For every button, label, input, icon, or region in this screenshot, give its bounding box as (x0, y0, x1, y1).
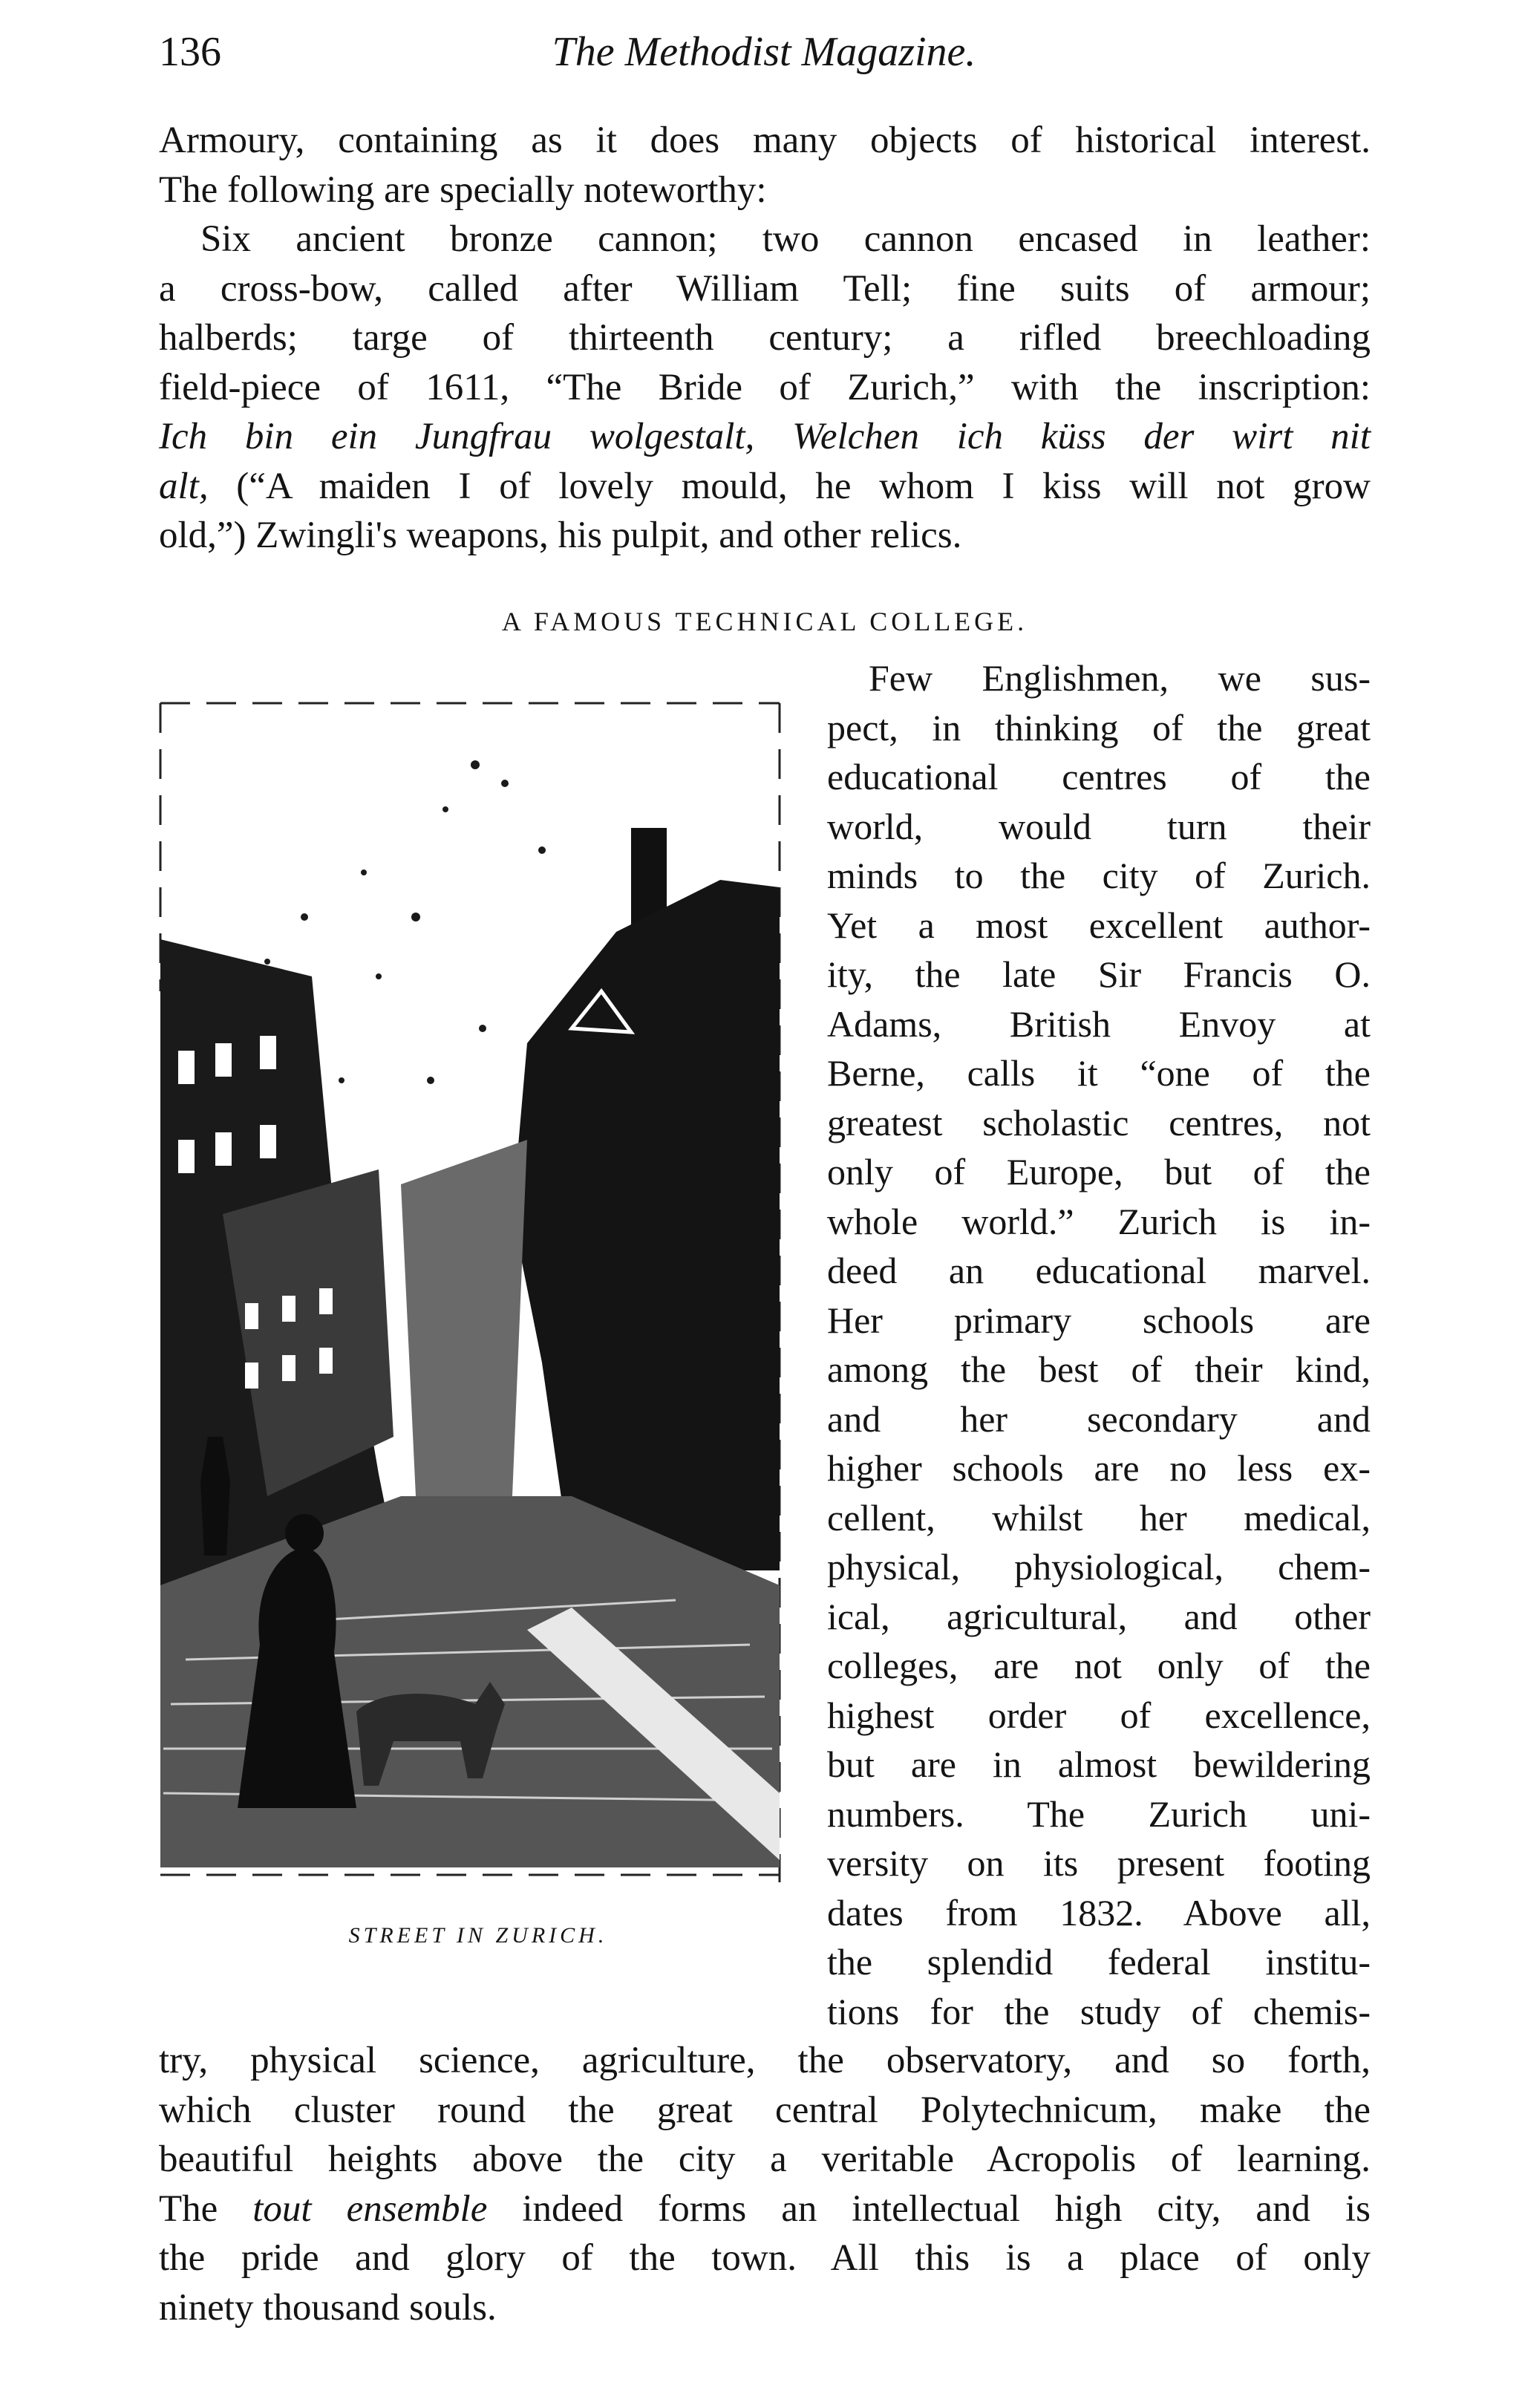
text-line: whole world.” Zurich is in- (827, 1200, 1371, 1242)
text-line (159, 2185, 1371, 2234)
street-illustration (156, 694, 794, 1897)
text-line: the pride and glory of the town. All this is a place of only (159, 2237, 1371, 2279)
text-line: and her secondary and (827, 1397, 1371, 1440)
text-line: dates from 1832. Above all, (827, 1891, 1371, 1934)
text-line: numbers. The Zurich uni- (827, 1792, 1371, 1835)
text-line: world, would turn their (827, 805, 1371, 847)
translation-fragment: (“A maiden I of lovely mould, he whom I kiss will not grow (208, 465, 1371, 507)
text-line: higher schools are no less ex- (827, 1447, 1371, 1489)
text-line: ity, the late Sir Francis O. (827, 953, 1371, 995)
page-header (159, 28, 1369, 88)
text-line: but are in almost bewildering (827, 1743, 1371, 1785)
text-line: Armoury, containing as it does many objects of historical interest. (159, 120, 1371, 161)
text-line: beautiful heights above the city a veritable Acropolis of learning. (159, 2138, 1371, 2180)
text-fragment: The (159, 2187, 253, 2230)
text-line: field-piece of 1611, “The Bride of Zurich,” with the inscription: (159, 366, 1371, 408)
section-heading: A FAMOUS TECHNICAL COLLEGE. (501, 607, 1028, 636)
street-engraving-image (156, 694, 794, 1897)
text-line: educational centres of the (827, 756, 1371, 797)
emphasis-fragment: tout ensemble (252, 2187, 488, 2230)
text-line: cellent, whilst her medical, (827, 1496, 1371, 1539)
text-line: which cluster round the great central Polytechnicum, make the (159, 2089, 1371, 2131)
text-line: highest order of excellence, (827, 1694, 1371, 1736)
text-line: tions for the study of chemis- (827, 1990, 1371, 2032)
text-line (159, 462, 1371, 512)
inscription-line: Ich bin ein Jungfrau wolgestalt, Welchen ich küss der wirt nit (159, 416, 1371, 457)
text-line: Yet a most excellent author- (827, 904, 1371, 946)
intro-paragraph (159, 116, 1371, 215)
text-fragment: indeed forms an intellectual high city, and is (487, 2187, 1371, 2230)
text-line: old,”) Zwingli's weapons, his pulpit, and other relics. (159, 515, 962, 556)
text-line: The following are specially noteworthy: (159, 169, 767, 211)
text-line: ical, agricultural, and other (827, 1595, 1371, 1637)
text-line: the splendid federal institu- (827, 1941, 1371, 1983)
text-line: ninety thousand souls. (159, 2286, 497, 2329)
text-line: halberds; targe of thirteenth century; a rifled breechloading (159, 317, 1371, 359)
text-line: only of Europe, but of the (827, 1151, 1371, 1192)
text-line: Adams, British Envoy at (827, 1002, 1371, 1045)
text-line: greatest scholastic centres, not (827, 1101, 1371, 1143)
text-line: physical, physiological, chem- (827, 1546, 1371, 1588)
running-title: The Methodist Magazine. (552, 29, 976, 75)
text-line: pect, in thinking of the great (827, 706, 1371, 748)
closing-paragraph (159, 2036, 1371, 2332)
text-line: Berne, calls it “one of the (827, 1052, 1371, 1094)
text-line: minds to the city of Zurich. (827, 855, 1371, 896)
page-number: 136 (159, 29, 221, 75)
text-line: a cross-bow, called after William Tell; fine suits of armour; (159, 267, 1371, 310)
text-line: Six ancient bronze cannon; two cannon encased in leather: (200, 218, 1371, 260)
text-line: colleges, are not only of the (827, 1645, 1371, 1686)
text-line: try, physical science, agriculture, the observatory, and so forth, (159, 2040, 1371, 2081)
text-line: among the best of their kind, (827, 1348, 1371, 1390)
column-paragraph (827, 653, 1371, 2036)
text-line: deed an educational marvel. (827, 1250, 1371, 1291)
text-line: Her primary schools are (827, 1299, 1371, 1341)
text-line: versity on its present footing (827, 1842, 1371, 1884)
list-paragraph (159, 215, 1371, 561)
text-line: Few Englishmen, we sus- (869, 657, 1371, 699)
figure-caption: STREET IN ZURICH. (348, 1923, 608, 1948)
inscription-fragment: alt, (159, 465, 209, 507)
